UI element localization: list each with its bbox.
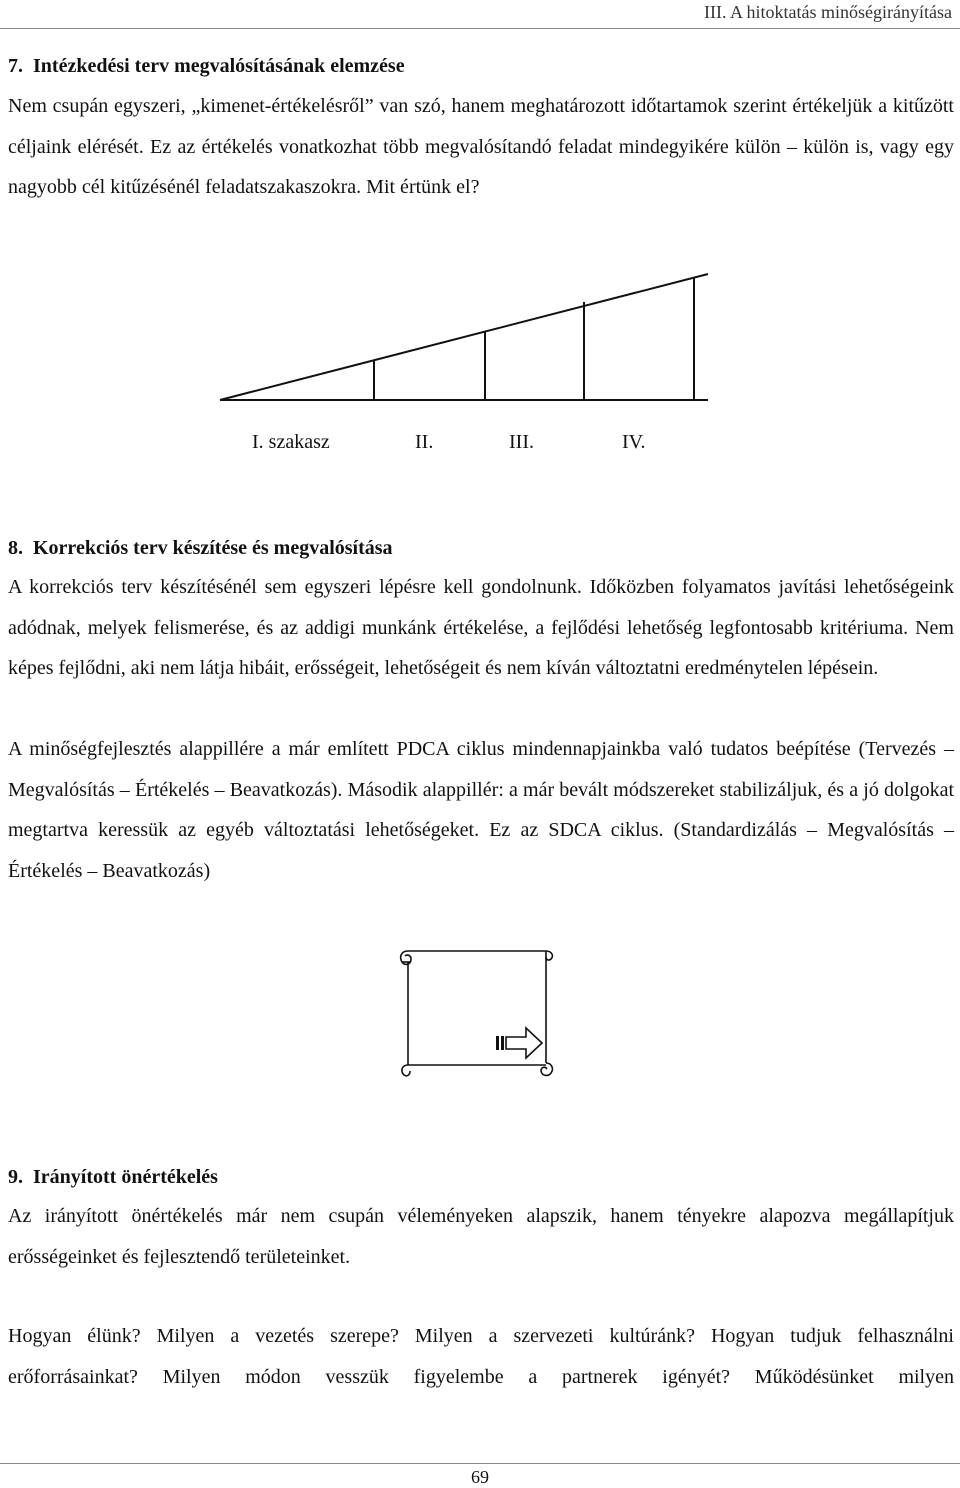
footer-rule (0, 1463, 960, 1464)
phase-label-1: I. szakasz (252, 431, 330, 453)
scroll-arrow-illustration (396, 945, 566, 1083)
section-8-paragraph-2-text: A minőségfejlesztés alappillére a már említett PDCA ciklus mindennapjainkba való tudatos beépítése (Tervezés – Megvalósítás – Értékelés – Beavatkozás). Második alappillér: a már bevált módszereket stabilizáljuk, és a jó dolgokat megtartva keressük az egyéb változtatási lehetőségeket. Ez az SDCA ciklus. (Standardizálás – Megvalósítás – Értékelés – Beavatkozás) (8, 738, 954, 882)
phase-label-4: IV. (622, 431, 646, 453)
running-header: III. A hitoktatás minőségirányítása (704, 2, 952, 22)
section-9-paragraph-2-text: Hogyan élünk? Milyen a vezetés szerepe? Milyen a szervezeti kultúránk? Hogyan tudjuk felhasználni erőforrásainkat? Milyen módon vesszük figyelembe a partnerek igényét? Működésünket milyen (8, 1325, 954, 1388)
section-7-heading: 7. Intézkedési terv megvalósításának elemzése (8, 55, 405, 77)
section-7-paragraph-text: Nem csupán egyszeri, „kimenet-értékelésről” van szó, hanem meghatározott időtartamok szerint értékeljük a kitűzött céljaink elérését. Ez az értékelés vonatkozhat több megvalósítandó feladat mindegyikére külön – külön is, vagy egy nagyobb cél kitűzésénél feladatszakaszokra. Mit értünk el? (8, 95, 954, 198)
header-rule (0, 28, 960, 29)
progress-phases-diagram (200, 260, 730, 410)
section-9-paragraph-1 (8, 1196, 954, 1277)
section-8-paragraph-2 (8, 729, 954, 891)
section-8-paragraph-1-text: A korrekciós terv készítésénél sem egyszeri lépésre kell gondolnunk. Időközben folyamatos javítási lehetőségeink adódnak, melyek felismerése, és az addigi munkánk értékelése, a fejlődési lehetőség legfontosabb kritériuma. Nem képes fejlődni, aki nem látja hibáit, erősségeit, lehetőségeit és nem kíván változtatni eredménytelen lépésein. (8, 576, 954, 679)
section-8-heading: 8. Korrekciós terv készítése és megvalósítása (8, 537, 393, 559)
phase-label-2: II. (415, 431, 434, 453)
phase-label-3: III. (509, 431, 534, 453)
section-8-paragraph-1 (8, 567, 954, 689)
section-9-heading: 9. Irányított önértékelés (8, 1166, 218, 1188)
section-7-paragraph (8, 86, 954, 208)
page-number: 69 (471, 1467, 489, 1487)
section-9-paragraph-1-text: Az irányított önértékelés már nem csupán véleményeken alapszik, hanem tényekre alapozva megállapítjuk erősségeinket és fejlesztendő területeinket. (8, 1205, 954, 1268)
diagram-slope-line (220, 274, 708, 400)
section-9-paragraph-2 (8, 1316, 954, 1397)
